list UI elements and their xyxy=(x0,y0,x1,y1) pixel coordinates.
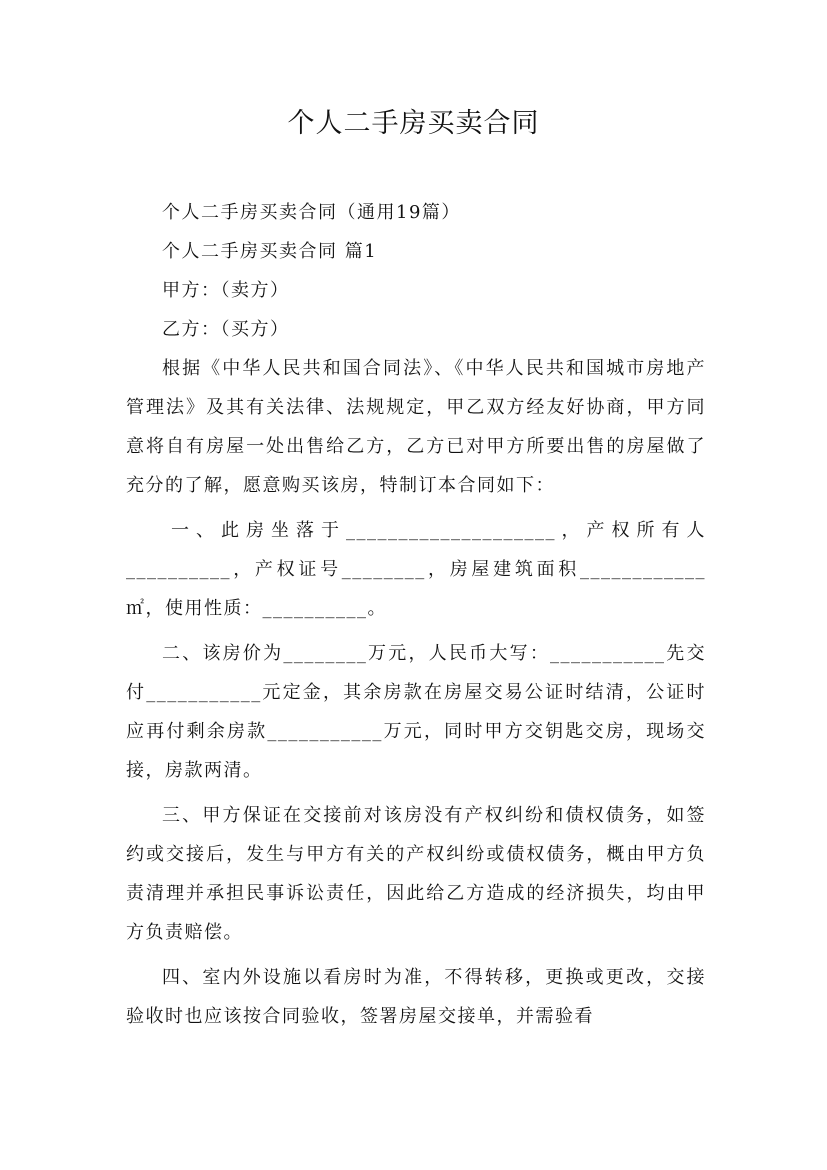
paragraph-preamble: 根据《中华人民共和国合同法》、《中华人民共和国城市房地产管理法》及其有关法律、法规规定，甲乙双方经友好协商，甲方同意将自有房屋一处出售给乙方，乙方已对甲方所要出售的房屋做了充分的了解，愿意购买该房，特制订本合同如下： xyxy=(126,358,706,496)
document-title: 个人二手房买卖合同 xyxy=(287,108,540,139)
document-body xyxy=(126,193,706,1036)
paragraph-clause-1: 一、此房坐落于____________________，产权所有人__________，产权证号________，房屋建筑面积____________㎡，使用性质：__________。 xyxy=(126,520,706,619)
paragraph-clause-3: 三、甲方保证在交接前对该房没有产权纠纷和债权债务，如签约或交接后，发生与甲方有关的产权纠纷或债权债务，概由甲方负责清理并承担民事诉讼责任，因此给乙方造成的经济损失，均由甲方负责赔偿。 xyxy=(126,805,706,943)
paragraph-section-heading: 个人二手房买卖合同 篇1 xyxy=(162,241,378,262)
paragraph-subtitle: 个人二手房买卖合同（通用19篇） xyxy=(162,202,461,223)
paragraph-clause-2: 二、该房价为________万元，人民币大写：___________先交付___________元定金，其余房款在房屋交易公证时结清，公证时应再付剩余房款___________万元，同时甲方交钥匙交房，现场交接，房款两清。 xyxy=(126,643,706,781)
paragraph-clause-4: 四、室内外设施以看房时为准，不得转移，更换或更改，交接验收时也应该按合同验收，签署房屋交接单，并需验看 xyxy=(126,967,706,1027)
paragraph-party-a: 甲方：（卖方） xyxy=(162,280,290,301)
paragraph-party-b: 乙方：（买方） xyxy=(162,319,290,340)
